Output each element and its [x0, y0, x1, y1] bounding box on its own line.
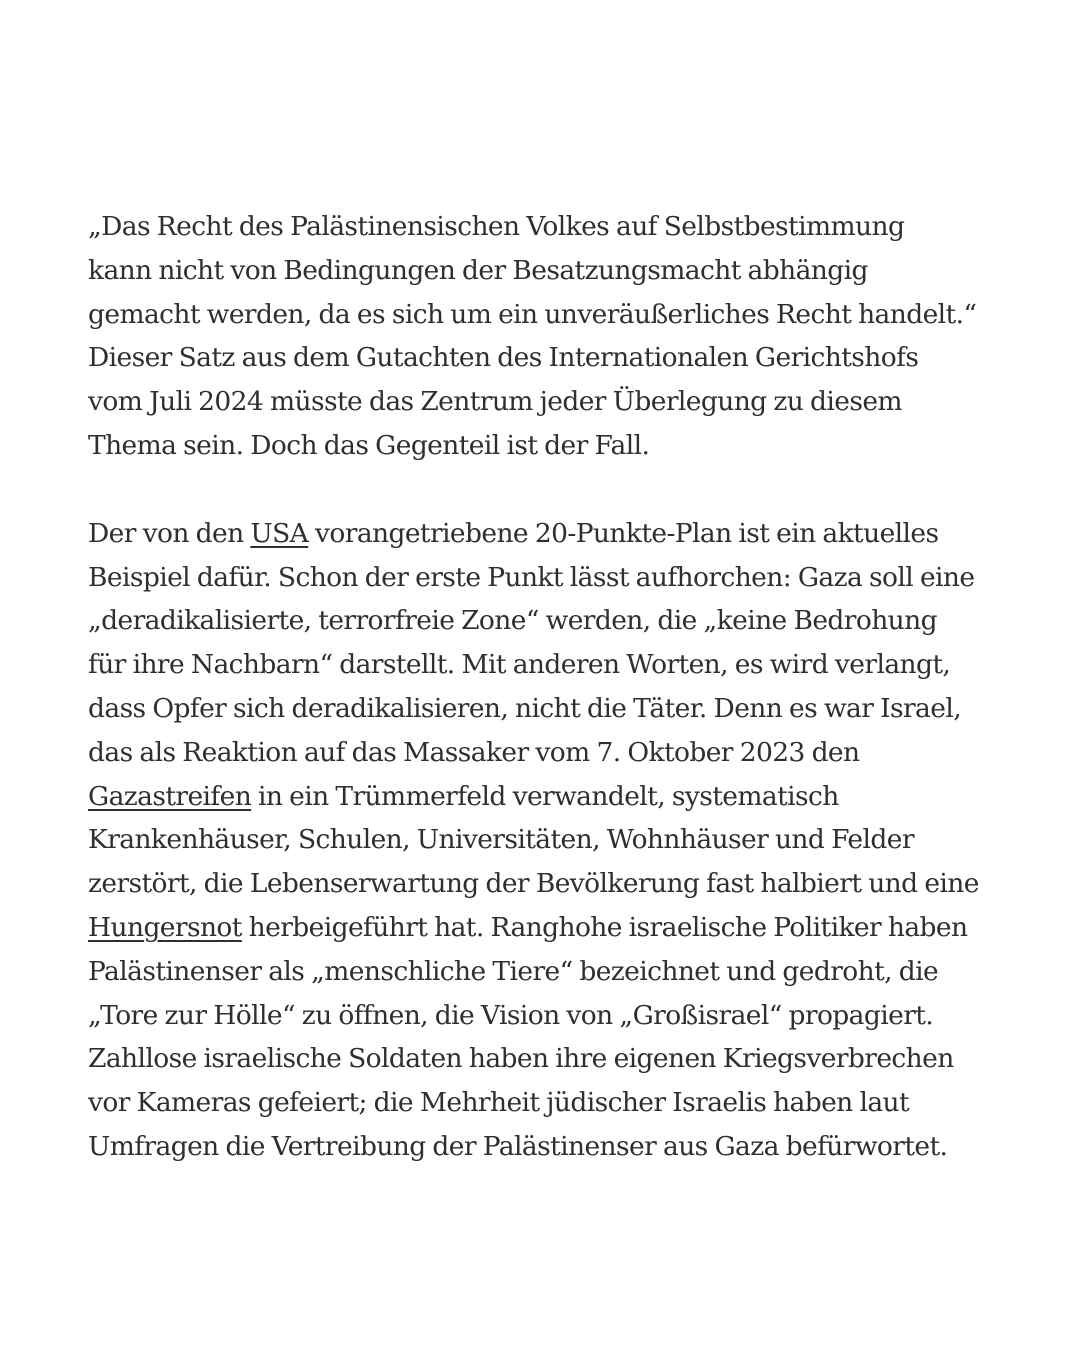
text-line: Beispiel dafür. Schon der erste Punkt lässt aufhorchen: Gaza soll eine	[88, 561, 975, 593]
text-line: zerstört, die Lebenserwartung der Bevölkerung fast halbiert und eine	[88, 868, 979, 900]
text-line: vor Kameras gefeiert; die Mehrheit jüdischer Israelis haben laut	[88, 1087, 910, 1119]
text-fragment: vorangetriebene 20-Punkte-Plan ist ein aktuelles	[308, 517, 939, 549]
text-line	[88, 775, 988, 819]
article-body	[88, 205, 988, 1169]
text-line: Palästinenser als „menschliche Tiere“ bezeichnet und gedroht, die	[88, 955, 939, 987]
text-line: vom Juli 2024 müsste das Zentrum jeder Überlegung zu diesem	[88, 386, 902, 418]
text-line: Zahllose israelische Soldaten haben ihre eigenen Kriegsverbrechen	[88, 1043, 954, 1075]
text-line: das als Reaktion auf das Massaker vom 7. Oktober 2023 den	[88, 736, 860, 768]
text-line	[88, 512, 988, 556]
link-hungersnot[interactable]: Hungersnot	[88, 911, 242, 943]
text-fragment: in ein Trümmerfeld verwandelt, systematisch	[251, 780, 839, 812]
text-line: Dieser Satz aus dem Gutachten des Internationalen Gerichtshofs	[88, 342, 919, 374]
text-line: „deradikalisierte, terrorfreie Zone“ werden, die „keine Bedrohung	[88, 605, 937, 637]
text-line	[88, 906, 988, 950]
text-line: Umfragen die Vertreibung der Palästinenser aus Gaza befürwortet.	[88, 1130, 948, 1162]
text-line: kann nicht von Bedingungen der Besatzungsmacht abhängig	[88, 254, 868, 286]
text-line: „Tore zur Hölle“ zu öffnen, die Vision von „Großisrael“ propagiert.	[88, 999, 934, 1031]
text-line: Thema sein. Doch das Gegenteil ist der Fall.	[88, 429, 650, 461]
text-fragment: Der von den	[88, 517, 251, 549]
text-line: „Das Recht des Palästinensischen Volkes auf Selbstbestimmung	[88, 211, 905, 242]
paragraph-quote	[88, 205, 988, 468]
text-line: dass Opfer sich deradikalisieren, nicht die Täter. Denn es war Israel,	[88, 692, 962, 724]
text-line: Krankenhäuser, Schulen, Universitäten, Wohnhäuser und Felder	[88, 824, 914, 856]
text-line: für ihre Nachbarn“ darstellt. Mit anderen Worten, es wird verlangt,	[88, 649, 951, 681]
paragraph-plan	[88, 512, 988, 1169]
link-usa[interactable]: USA	[250, 517, 309, 549]
link-gazastreifen[interactable]: Gazastreifen	[88, 780, 252, 812]
text-line: gemacht werden, da es sich um ein unveräußerliches Recht handelt.“	[88, 298, 977, 330]
text-fragment: herbeigeführt hat. Ranghohe israelische Politiker haben	[241, 911, 968, 943]
